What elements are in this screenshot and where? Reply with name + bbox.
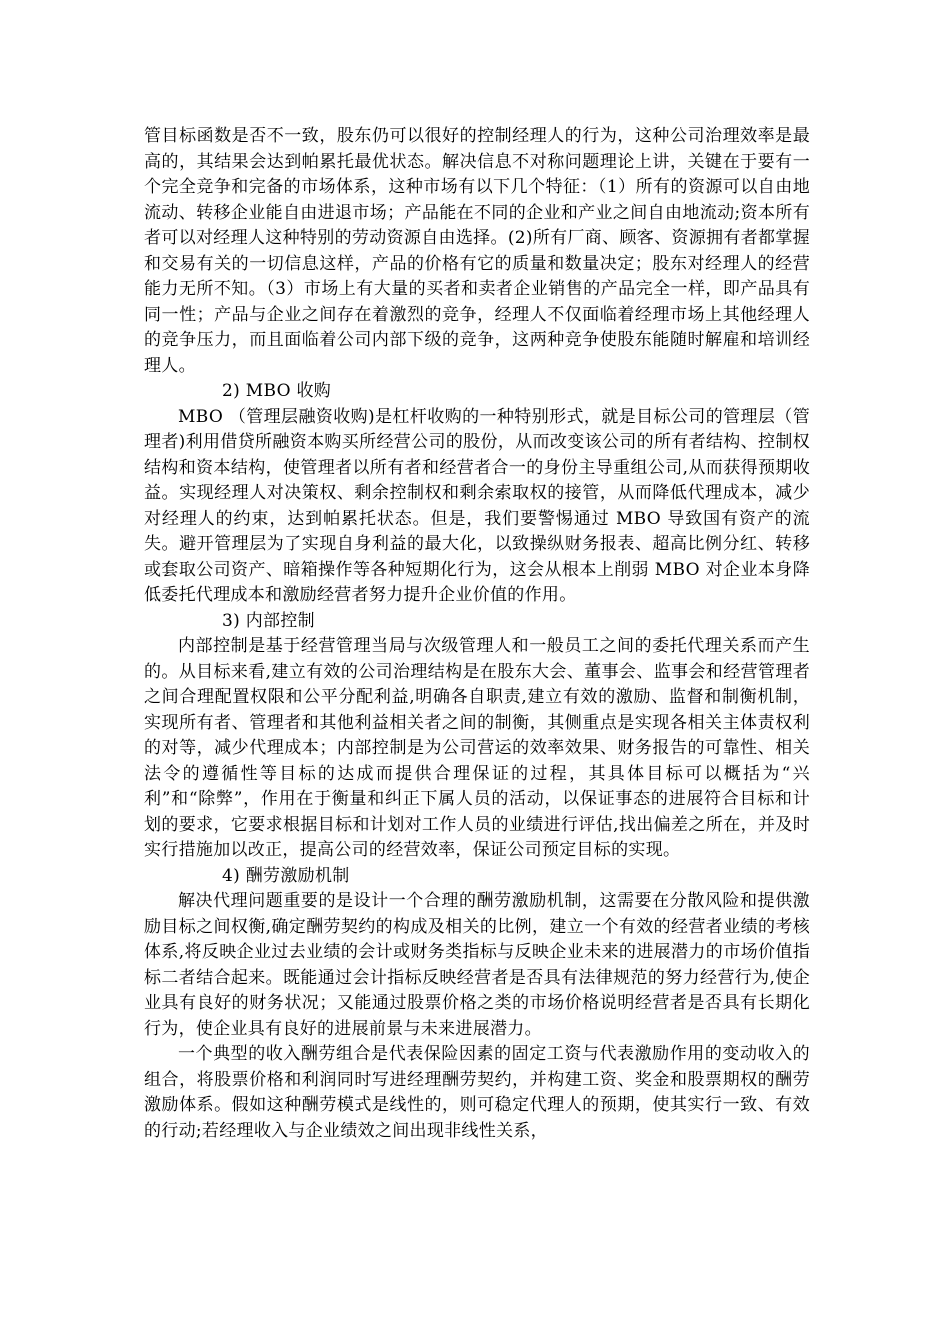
section-heading-mbo: 2) MBO 收购 bbox=[222, 381, 332, 401]
paragraph-compensation-mix: 一个典型的收入酬劳组合是代表保险因素的固定工资与代表激励作用的变动收入的组合，将股票价格和利润同时写进经理酬劳契约，并构建工资、奖金和股票期权的酬劳激励体系。假如这种酬劳模式是线性的，则可稳定代理人的预期，使其实行一致、有效的行动;若经理收入与企业绩效之间出现非线性关系， bbox=[144, 1044, 810, 1141]
paragraph-compensation-mechanism: 解决代理问题重要的是设计一个合理的酬劳激励机制，这需要在分散风险和提供激励目标之间权衡,确定酬劳契约的构成及相关的比例，建立一个有效的经营者业绩的考核体系,将反映企业过去业绩的会计或财务类指标与反映企业未来的进展潜力的市场价值指标二者结合起来。既能通过会计指标反映经营者是否具有法律规范的努力经营行为,使企业具有良好的财务状况；又能通过股票价格之类的市场价格说明经营者是否具有长期化行为，使企业具有良好的进展前景与未来进展潜力。 bbox=[144, 891, 810, 1039]
document-body bbox=[144, 124, 810, 1144]
paragraph-mbo: MBO （管理层融资收购)是杠杆收购的一种特别形式，就是目标公司的管理层（管理者)利用借贷所融资本购买所经营公司的股份，从而改变该公司的所有者结构、控制权结构和资本结构，使管理者以所有者和经营者合一的身份主导重组公司,从而获得预期收益。实现经理人对决策权、剩余控制权和剩余索取权的接管，从而降低代理成本，减少对经理人的约束，达到帕累托状态。但是，我们要警惕通过 MBO 导致国有资产的流失。避开管理层为了实现自身利益的最大化，以致操纵财务报表、超高比例分红、转移或套取公司资产、暗箱操作等各种短期化行为，这会从根本上削弱 MBO 对企业本身降低委托代理成本和激励经营者努力提升企业价值的作用。 bbox=[144, 406, 810, 605]
section-heading-internal-control: 3) 内部控制 bbox=[222, 610, 315, 631]
paragraph-internal-control: 内部控制是基于经营管理当局与次级管理人和一般员工之间的委托代理关系而产生的。从目标来看,建立有效的公司治理结构是在股东大会、董事会、监事会和经营管理者之间合理配置权限和公平分配利益,明确各自职责,建立有效的激励、监督和制衡机制，实现所有者、管理者和其他利益相关者之间的制衡，其侧重点是实现各相关主体责权利的对等，减少代理成本；内部控制是为公司营运的效率效果、财务报告的可靠性、相关法令的遵循性等目标的达成而提供合理保证的过程，其具体目标可以概括为“兴利”和“除弊”，作用在于衡量和纠正下属人员的活动，以保证事态的进展符合目标和计划的要求，它要求根据目标和计划对工作人员的业绩进行评估,找出偏差之所在，并及时实行措施加以改正，提高公司的经营效率，保证公司预定目标的实现。 bbox=[144, 636, 810, 860]
section-heading-compensation: 4) 酬劳激励机制 bbox=[222, 865, 350, 886]
paragraph-governance-efficiency: 管目标函数是否不一致，股东仍可以很好的控制经理人的行为，这种公司治理效率是最高的，其结果会达到帕累托最优状态。解决信息不对称问题理论上讲，关键在于要有一个完全竞争和完备的市场体系，这种市场有以下几个特征：（1）所有的资源可以自由地流动、转移企业能自由进退市场；产品能在不同的企业和产业之间自由地流动;资本所有者可以对经理人这种特别的劳动资源自由选择。(2)所有厂商、顾客、资源拥有者都掌握和交易有关的一切信息这样，产品的价格有它的质量和数量决定；股东对经理人的经营能力无所不知。（3）市场上有大量的买者和卖者企业销售的产品完全一样，即产品具有同一性；产品与企业之间存在着激烈的竞争，经理人不仅面临着经理市场上其他经理人的竞争压力，而且面临着公司内部下级的竞争，这两种竞争使股东能随时解雇和培训经理人。 bbox=[144, 126, 810, 376]
